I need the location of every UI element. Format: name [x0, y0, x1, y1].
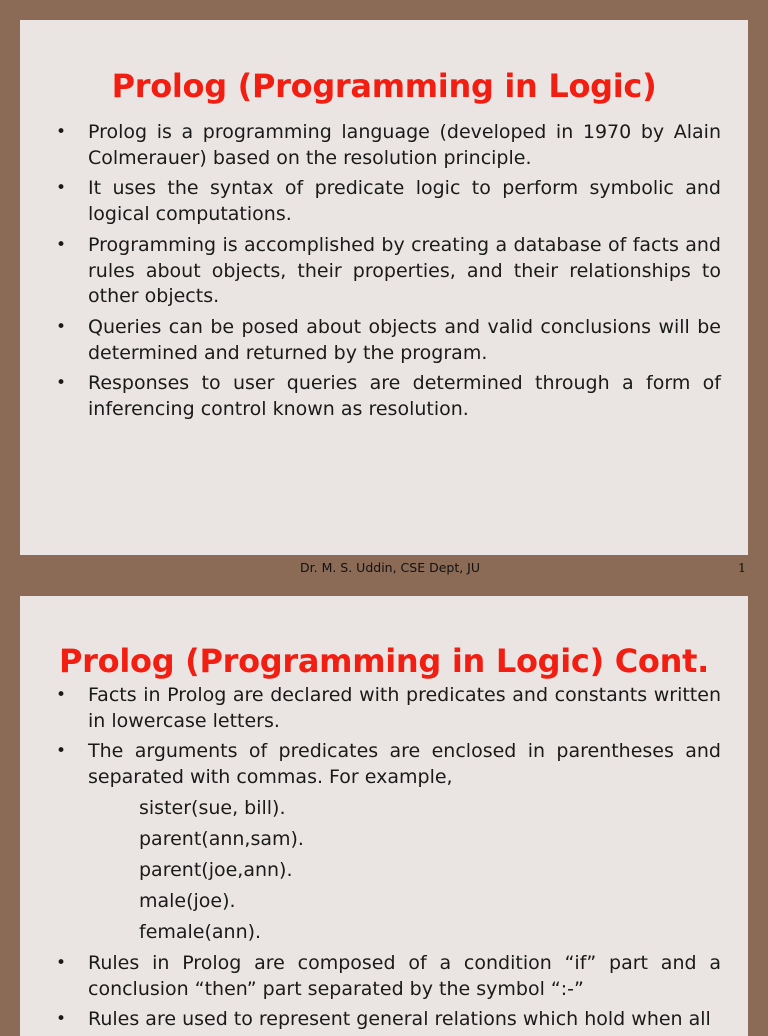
slide-1-footer [0, 557, 768, 579]
prolog-fact: female(ann). [139, 920, 262, 943]
bullet-item [56, 951, 721, 1002]
bullet-text: The arguments of predicates are enclosed in parentheses and separated with commas. For example, [88, 740, 721, 789]
bullet-item [56, 1007, 721, 1033]
bullet-text: Responses to user queries are determined through a form of inferencing control known as resolution. [88, 372, 721, 421]
prolog-fact: sister(sue, bill). [139, 796, 286, 819]
prolog-fact: parent(joe,ann). [139, 858, 293, 881]
bullet-text: Rules are used to represent general relations which hold when all [88, 1008, 711, 1031]
bullet-item [56, 683, 721, 734]
bullet-icon: • [56, 316, 67, 337]
bullet-icon: • [56, 952, 67, 973]
bullet-icon: • [56, 1009, 67, 1030]
prolog-fact: male(joe). [139, 889, 236, 912]
bullet-icon: • [56, 741, 67, 762]
page-number: 1 [738, 560, 746, 575]
bullet-icon: • [56, 373, 67, 394]
bullet-icon: • [56, 234, 67, 255]
bullet-text: Prolog is a programming language (developed in 1970 by Alain Colmerauer) based on the resolution principle. [88, 121, 721, 169]
slide-2 [20, 596, 748, 1036]
bullet-text: Rules in Prolog are composed of a condition “if” part and a conclusion “then” part separated by the symbol “:-” [88, 951, 721, 1000]
bullet-icon: • [56, 178, 67, 199]
bullet-text: It uses the syntax of predicate logic to perform symbolic and logical computations. [88, 177, 721, 226]
slide-1 [20, 20, 748, 555]
prolog-fact: parent(ann,sam). [139, 827, 304, 850]
slide-2-title: Prolog (Programming in Logic) Cont. [59, 642, 709, 681]
bullet-text: Queries can be posed about objects and valid conclusions will be determined and returned by the program. [88, 315, 721, 364]
slide-1-title: Prolog (Programming in Logic) [111, 67, 657, 106]
bullet-text: Programming is accomplished by creating a database of facts and rules about objects, their properties, and their relationships to other objects. [88, 233, 721, 308]
bullet-item [56, 739, 721, 945]
prolog-facts-example [139, 796, 721, 946]
slide-2-bullet-list [56, 683, 721, 1036]
bullet-item [56, 371, 721, 422]
footer-author: Dr. M. S. Uddin, CSE Dept, JU [300, 560, 481, 575]
bullet-item [56, 233, 721, 310]
bullet-text: Facts in Prolog are declared with predicates and constants written in lowercase letters. [88, 684, 721, 732]
slide-1-bullet-list [56, 120, 721, 428]
bullet-icon: • [56, 122, 67, 142]
bullet-item [56, 120, 721, 171]
bullet-icon: • [56, 685, 67, 705]
bullet-item [56, 176, 721, 227]
bullet-item [56, 315, 721, 366]
